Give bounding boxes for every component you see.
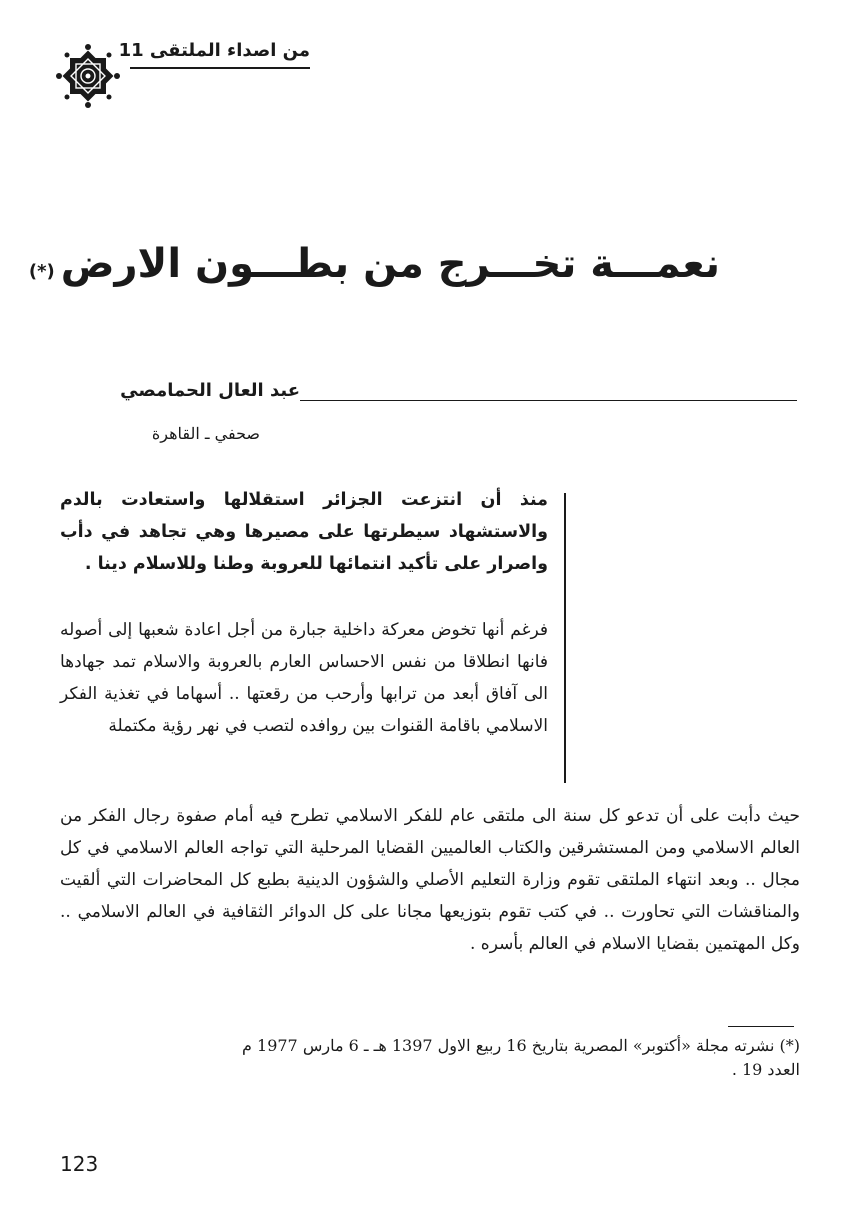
intro-paragraph: فرغم أنها تخوض معركة داخلية جبارة من أجل اعادة شعبها إلى أصوله فانها انطلاقا من نفس الاحساس العارم بالعروبة والاسلام تمد جهادها الى آفاق أبعد من ترابها وأرحب من رقعتها .. أسهاما في تغذية الفكر الاسلامي باقامة القنوات بين روافده لتصب في نهر رؤية مكتملة	[60, 620, 548, 736]
arabesque-star-icon	[56, 44, 120, 108]
lead-paragraph: منذ أن انتزعت الجزائر استقلالها واستعادت بالدم والاستشهاد سيطرتها على مصيرها وهي تجاهد في دأب واصرار على تأكيد انتمائها للعروبة وطنا وللاسلام دينا .	[60, 490, 548, 574]
author-role: صحفي ـ القاهرة	[151, 424, 260, 443]
author-divider	[300, 400, 797, 401]
footnote-source: (*) نشرته مجلة «أكتوبر» المصرية بتاريخ 16 ربيع الاول 1397 هـ ـ 6 مارس 1977 م	[242, 1036, 800, 1055]
article-title: نعمـــة تخـــرج من بطـــون الارض	[60, 241, 720, 287]
page-number: 123	[60, 1152, 99, 1176]
footnote-issue: العدد 19 .	[731, 1060, 800, 1079]
author-name: عبد العال الحمامصي	[120, 380, 300, 401]
footnote-divider	[728, 1026, 794, 1027]
footnote	[60, 1034, 800, 1082]
title-footnote-mark: (*)	[28, 261, 55, 282]
column-rule	[564, 493, 566, 783]
body-paragraph: حيث دأبت على أن تدعو كل سنة الى ملتقى عام للفكر الاسلامي تطرح فيه أمام صفوة رجال الفكر من العالم الاسلامي ومن المستشرقين والكتاب العالميين القضايا المرحلية التي تواجه العالم الاسلامي في كل مجال .. وبعد انتهاء الملتقى تقوم وزارة التعليم الأصلي والشؤون الدينية بطبع كل المحاضرات التي ألقيت والمناقشات التي تحاورت .. في كتب تقوم بتوزيعها مجانا على كل الدوائر الثقافية في العالم الاسلامي .. وكل المهتمين بقضايا الاسلام في العالم بأسره .	[60, 806, 800, 954]
running-head: من اصداء الملتقى 11	[130, 40, 310, 69]
article-title-block	[28, 236, 720, 300]
